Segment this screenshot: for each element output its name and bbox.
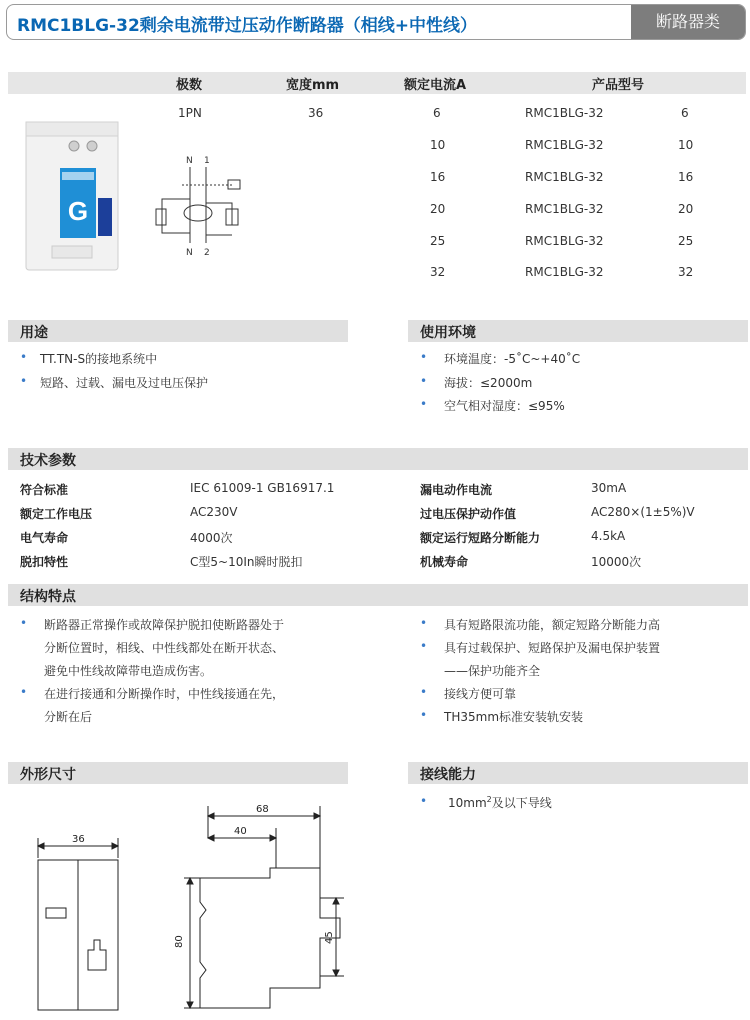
wiring-tail: 及以下导线 [491, 796, 552, 810]
wiring-item [448, 794, 552, 811]
row-model: RMC1BLG-32 [525, 234, 604, 248]
usage-section-bar [8, 320, 348, 342]
usage-item: TT.TN-S的接地系统中 [40, 352, 158, 366]
row-model: RMC1BLG-32 [525, 170, 604, 184]
structure-text: 断路器正常操作或故障保护脱扣使断路器处于 [44, 618, 285, 632]
structure-text: 分断位置时，相线、中性线都处在断开状态、 [44, 641, 285, 655]
side-inner-label: 40 [234, 826, 247, 837]
bullet-icon: • [420, 685, 428, 699]
dimensions-section-bar [8, 762, 348, 784]
param-value: AC280×(1±5%)V [591, 505, 695, 519]
wiring-label-n-bottom: N [186, 248, 193, 258]
wiring-section-bar [408, 762, 748, 784]
row-suffix: 32 [678, 265, 694, 279]
param-value: 4.5kA [591, 529, 626, 543]
page-title: RMC1BLG-32剩余电流带过压动作断路器（相线+中性线） [17, 16, 478, 36]
usage-title: 用途 [20, 325, 48, 341]
col-model: 产品型号 [592, 78, 645, 93]
param-key: 脱扣特性 [20, 555, 69, 569]
tech-section-bar [8, 448, 748, 470]
usage-item: 短路、过载、漏电及过电压保护 [40, 376, 209, 390]
row-suffix: 16 [678, 170, 694, 184]
structure-text: 接线方便可靠 [444, 687, 517, 701]
row-model: RMC1BLG-32 [525, 265, 604, 279]
environment-item: 环境温度：-5˚C~+40˚C [444, 352, 581, 366]
side-width-label: 68 [256, 804, 269, 815]
bullet-icon: • [20, 685, 28, 699]
product-table-header [8, 72, 746, 94]
row-current: 32 [430, 265, 446, 279]
structure-text: 具有短路限流功能，额定短路分断能力高 [444, 618, 661, 632]
param-value: 30mA [591, 481, 627, 495]
wiring-label-2: 2 [204, 248, 210, 258]
row-model: RMC1BLG-32 [525, 202, 604, 216]
param-key: 额定工作电压 [20, 507, 93, 521]
structure-text: 避免中性线故障带电造成伤害。 [44, 664, 213, 678]
title-banner [6, 4, 746, 40]
bullet-icon: • [420, 397, 428, 411]
col-current: 额定电流A [404, 78, 467, 93]
bullet-icon: • [420, 639, 428, 653]
bullet-icon: • [420, 350, 428, 364]
row-current: 20 [430, 202, 446, 216]
front-width-label: 36 [72, 834, 85, 845]
bullet-icon: • [20, 374, 28, 388]
product-photo [18, 108, 128, 278]
param-key: 电气寿命 [20, 531, 69, 545]
bullet-icon: • [20, 350, 28, 364]
row-current: 25 [430, 234, 446, 248]
dimensions-title: 外形尺寸 [20, 767, 76, 783]
col-width: 宽度mm [286, 78, 340, 93]
wiring-sup: 2 [486, 795, 492, 804]
environment-item: 空气相对湿度：≤95% [444, 399, 565, 413]
row-suffix: 20 [678, 202, 694, 216]
structure-text: 在进行接通和分断操作时，中性线接通在先， [44, 687, 285, 701]
param-key: 机械寿命 [420, 555, 469, 569]
row-suffix: 25 [678, 234, 694, 248]
svg-text:G: G [67, 196, 89, 226]
structure-text: 分断在后 [44, 710, 93, 724]
row-suffix: 6 [681, 106, 689, 120]
structure-text: TH35mm标准安装轨安装 [444, 710, 584, 724]
bullet-icon: • [420, 708, 428, 722]
structure-section-bar [8, 584, 748, 606]
structure-text: ——保护功能齐全 [444, 664, 541, 678]
param-value: 4000次 [190, 531, 233, 545]
width-value: 36 [308, 106, 324, 120]
environment-title: 使用环境 [420, 325, 476, 341]
bullet-icon: • [20, 616, 28, 630]
param-value: C型5~10In瞬时脱扣 [190, 555, 303, 569]
structure-text: 具有过载保护、短路保护及漏电保护装置 [444, 641, 661, 655]
environment-section-bar [408, 320, 748, 342]
side-view-drawing [160, 798, 360, 1018]
wiring-diagram [142, 155, 252, 260]
row-model: RMC1BLG-32 [525, 106, 604, 120]
wiring-size: 10mm [448, 796, 487, 810]
row-current: 16 [430, 170, 446, 184]
col-poles: 极数 [176, 78, 203, 93]
param-key: 符合标准 [20, 483, 69, 497]
wiring-label-n-top: N [186, 156, 193, 166]
category-tag: 断路器类 [631, 5, 745, 39]
param-key: 额定运行短路分断能力 [420, 531, 541, 545]
wiring-title: 接线能力 [420, 767, 476, 783]
param-value: AC230V [190, 505, 238, 519]
environment-item: 海拔：≤2000m [444, 376, 533, 390]
param-key: 过电压保护动作值 [420, 507, 517, 521]
bullet-icon: • [420, 794, 428, 808]
param-value: 10000次 [591, 555, 642, 569]
row-suffix: 10 [678, 138, 694, 152]
wiring-label-1: 1 [204, 156, 210, 166]
height-label: 80 [174, 935, 185, 948]
bullet-icon: • [420, 616, 428, 630]
bullet-icon: • [420, 374, 428, 388]
tech-title: 技术参数 [20, 453, 76, 469]
row-current: 6 [433, 106, 441, 120]
param-value: IEC 61009-1 GB16917.1 [190, 481, 335, 495]
param-key: 漏电动作电流 [420, 483, 493, 497]
structure-title: 结构特点 [20, 589, 76, 605]
mid-height-label: 45 [324, 931, 335, 944]
front-view-drawing [20, 830, 140, 1020]
row-model: RMC1BLG-32 [525, 138, 604, 152]
row-current: 10 [430, 138, 446, 152]
poles-value: 1PN [178, 106, 202, 120]
